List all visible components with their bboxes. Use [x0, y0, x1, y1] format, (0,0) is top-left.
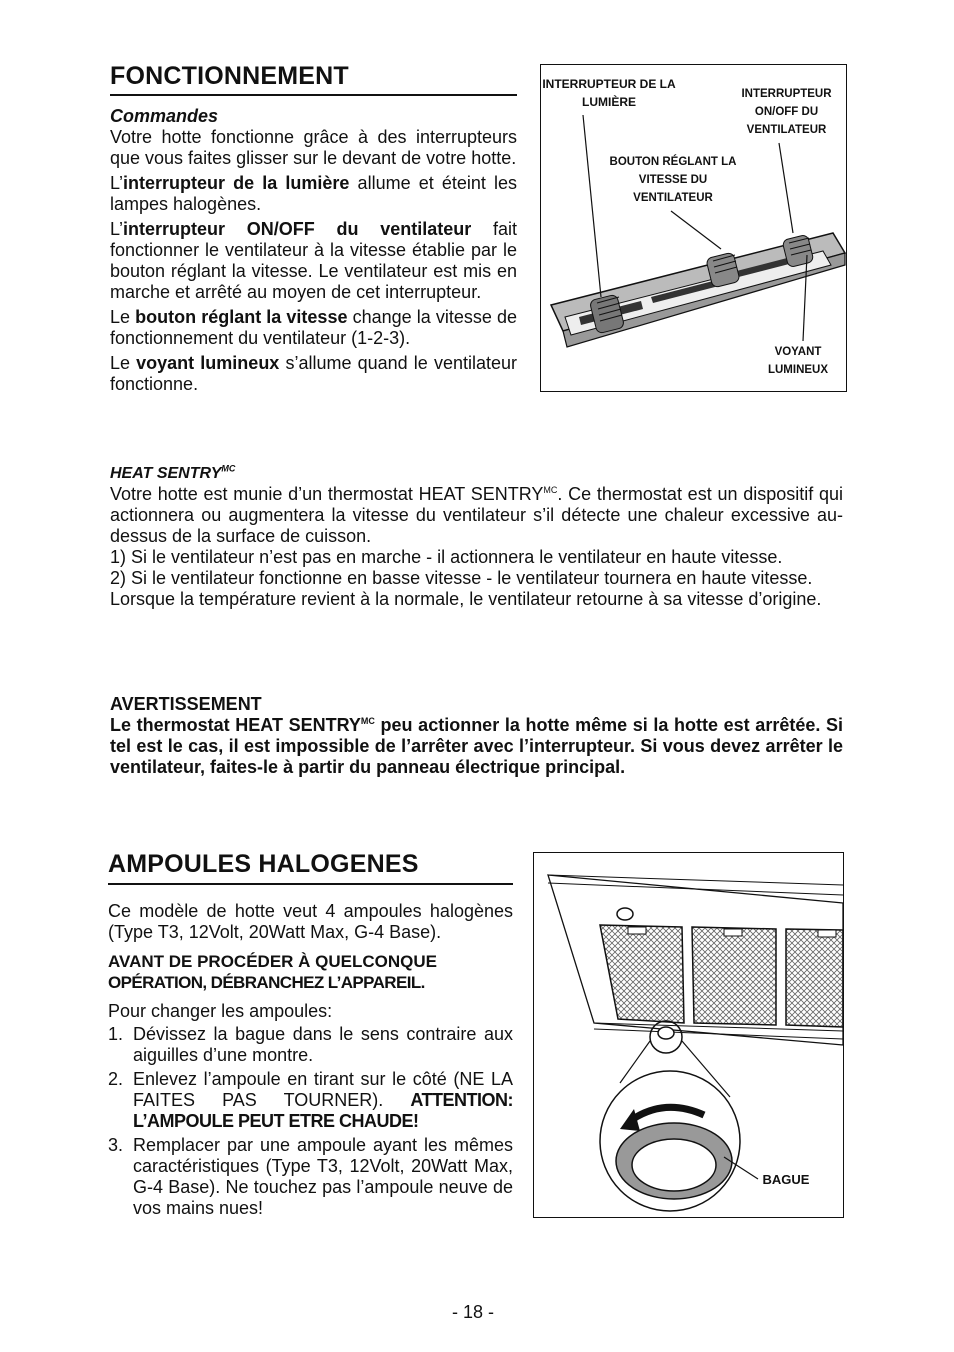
heat-sentry-item-2: 2) Si le ventilateur fonctionne en basse vitesse - le ventilateur tournera en haute vitesse.	[110, 568, 813, 588]
lamp-socket-top	[617, 908, 633, 920]
control-panel-drawing	[541, 65, 846, 391]
page-number: - 18 -	[452, 1302, 495, 1322]
bulb-ring-figure	[533, 852, 844, 1218]
heat-sentry-closing: Lorsque la température revient à la normale, le ventilateur retourne à sa vitesse d’origine.	[110, 589, 822, 609]
label-ring: BAGUE	[762, 1172, 810, 1187]
fan-switch-paragraph: L’interrupteur ON/OFF du ventilateur fait fonctionner le ventilateur à la vitesse établie par le bouton réglant la vitesse. Le ventilateur est mis en marche et arrêté au moyen de cet interrupteur.	[110, 219, 517, 302]
light-switch-paragraph: L’interrupteur de la lumière allume et éteint les lampes halogènes.	[110, 173, 517, 214]
indicator-light-paragraph: Le voyant lumineux s’allume quand le ventilateur fonctionne.	[110, 353, 517, 394]
commandes-heading: Commandes	[110, 106, 219, 126]
heat-sentry-block	[110, 463, 843, 610]
warning-text: Le thermostat HEAT $SENTRY^{MC}$ peu actionner la hotte même si la hotte est arrêtée. Si tel est le cas, il est impossible de l’arrêter avec l’interrupteur. Si vous devez arrêter le ventilateur, faites-le à partir du panneau électrique principal.	[110, 715, 843, 777]
hood-ring-drawing	[534, 853, 843, 1217]
grease-filter-3	[786, 929, 843, 1027]
step-item: 3. Remplacer par une ampoule ayant les mêmes caractéristiques (Type T3, 12Volt, 20Watt Max, G-4 Base). Ne touchez pas l’ampoule neuve de vos mains nues!	[108, 1135, 513, 1218]
label-light-switch: INTERRUPTEUR DE LA LUMIÈRE	[542, 77, 676, 109]
title-underline	[110, 94, 517, 96]
unplug-caution: AVANT DE PROCÉDER À QUELCONQUE OPÉRATION, DÉBRANCHEZ L’APPAREIL.	[108, 952, 438, 992]
label-fan-switch: INTERRUPTEUR ON/OFF DU VENTILATEUR	[741, 88, 832, 136]
speed-knob-paragraph: Le bouton réglant la vitesse change la vitesse de fonctionnement du ventilateur (1-2-3).	[110, 307, 517, 348]
halogen-block	[108, 901, 513, 1222]
title-underline-2	[108, 883, 513, 885]
controls-figure	[540, 64, 847, 392]
section-title-fonctionnement: FONCTIONNEMENT	[110, 62, 349, 90]
heat-sentry-heading: HEAT $SENTRY^{MC}$	[110, 463, 236, 482]
commandes-block	[110, 106, 517, 399]
step-item: 1. Dévissez la bague dans le sens contraire aux aiguilles d’une montre.	[108, 1024, 513, 1065]
halogen-intro: Ce modèle de hotte veut 4 ampoules halogènes (Type T3, 12Volt, 20Watt Max, G-4 Base).	[108, 901, 513, 942]
label-indicator-light: VOYANT LUMINEUX	[767, 346, 829, 376]
bulb-replacement-steps	[108, 1024, 513, 1219]
steps-intro: Pour changer les ampoules:	[108, 1001, 333, 1021]
commandes-intro: Votre hotte fonctionne grâce à des interrupteurs que vous faites glisser sur le devant de votre hotte.	[110, 127, 517, 168]
heat-sentry-item-1: 1) Si le ventilateur n’est pas en marche - il actionnera le ventilateur en haute vitesse.	[110, 547, 783, 567]
heat-sentry-intro: Votre hotte est munie d’un thermostat HEAT $SENTRY^{MC}$. Ce thermostat est un dispositif qui actionnera ou augmentera la vitesse du ventilateur s’il détecte une chaleur excessive au-dessus de la surface de cuisson.	[110, 484, 843, 546]
ring-bague	[616, 1123, 732, 1199]
label-speed-knob: BOUTON RÉGLANT LA VITESSE DU VENTILATEUR	[609, 156, 737, 204]
grease-filter-2	[692, 927, 776, 1025]
step-item: 2. Enlevez l’ampoule en tirant sur le côté (NE LA FAITES PAS TOURNER). ATTENTION: L’AMPOULE PEUT ETRE CHAUDE!	[108, 1069, 513, 1131]
warning-block	[110, 694, 843, 778]
lamp-socket-bottom	[658, 1027, 674, 1039]
section-title-halogen-bulbs: AMPOULES HALOGENES	[108, 850, 419, 878]
warning-heading: AVERTISSEMENT	[110, 694, 262, 714]
